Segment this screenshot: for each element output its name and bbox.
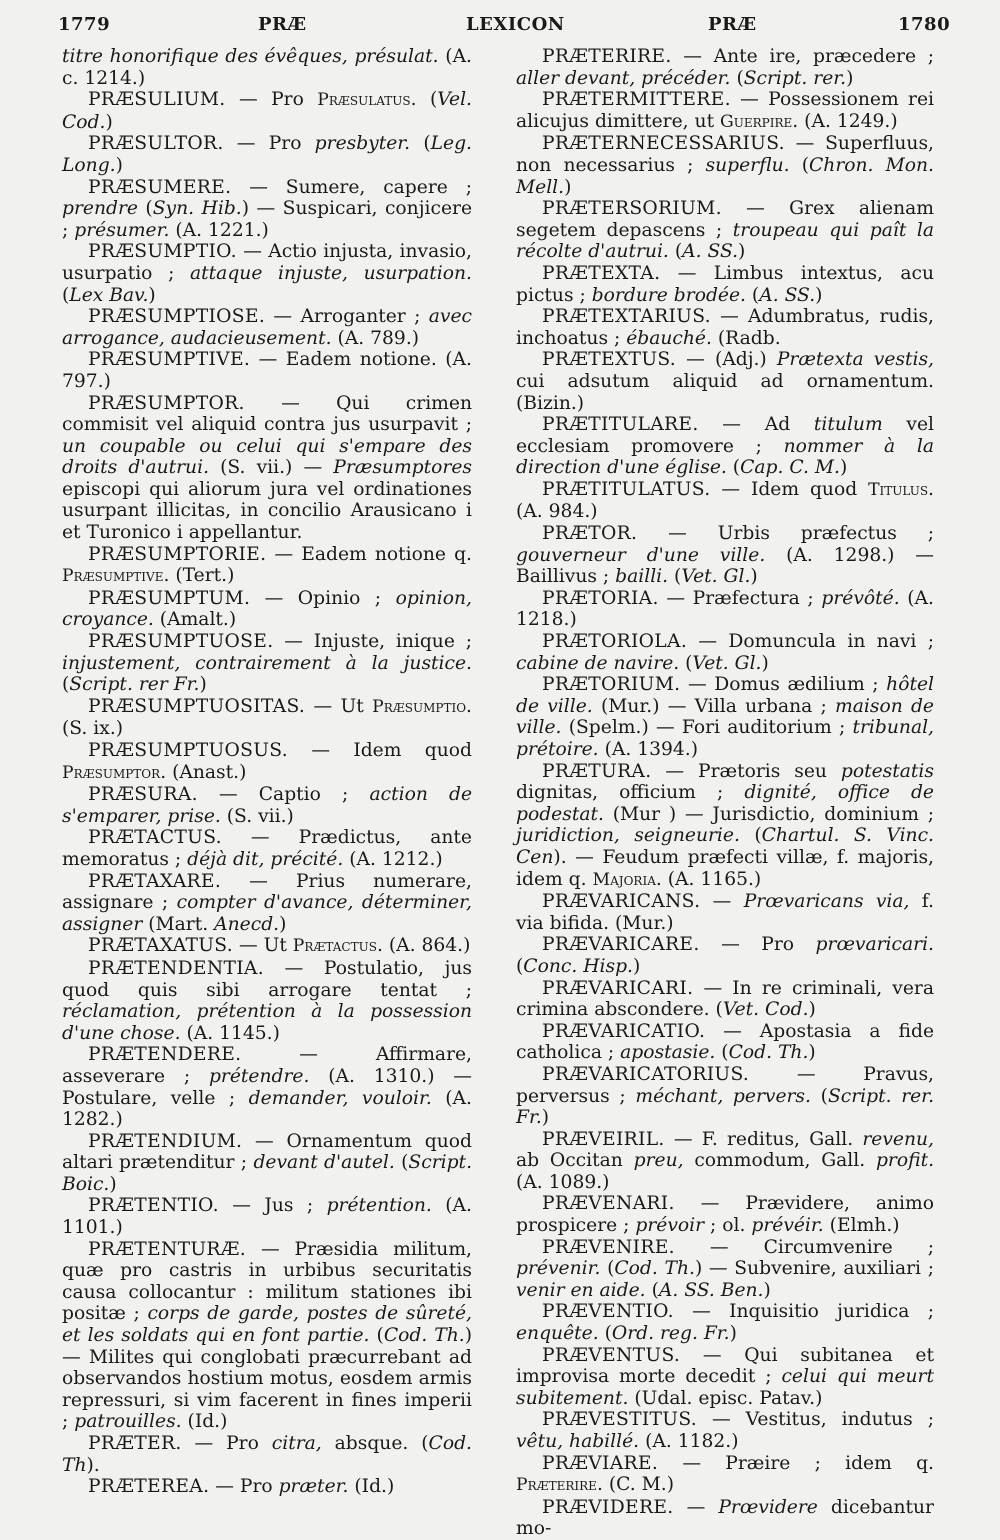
entry-headword: PRÆVIARE.: [542, 1452, 659, 1474]
entry-definition: — Qui subitanea et improvisa morte decedit ; celui qui meurt subitement. (Udal. episc. Patav.): [516, 1344, 934, 1409]
entry-definition: titre honorifique des évêques, présulat. (A. c. 1214.): [62, 46, 473, 89]
entry-definition: — Pro citra, absque. (Cod. Th).: [62, 1433, 472, 1476]
dictionary-entry: [516, 978, 934, 1021]
entry-definition: — Prætoris seu potestatis dignitas, officium ; dignité, office de podestat. (Mur ) — Jurisdictio, dominium ; juridiction, seigneurie. (Chartul. S. Vinc. Cen). — Feudum præfecti villæ, f. majoris, idem q. Majoria. (A. 1165.): [516, 760, 934, 890]
entry-definition: — Circumvenire ; prévenir. (Cod. Th.) — Subvenire, auxiliari ; venir en aide. (A. SS. Ben.): [516, 1236, 934, 1301]
entry-headword: PRÆSUMPTORIE.: [88, 543, 267, 565]
dictionary-entry: [516, 1453, 934, 1497]
entry-headword: PRÆTACTUS.: [88, 827, 222, 849]
entry-headword: PRÆTEXTUS.: [542, 349, 677, 371]
running-title: LEXICON: [466, 14, 565, 35]
dictionary-entry: [62, 1131, 472, 1196]
entry-headword: PRÆVARICATORIUS.: [542, 1063, 750, 1085]
entry-definition: — Eadem notione. (A. 797.): [62, 349, 472, 392]
entry-headword: PRÆVARICATIO.: [542, 1020, 706, 1042]
dictionary-entry: [62, 1433, 472, 1476]
dictionary-entry: [516, 479, 934, 523]
entry-definition: — Postulatio, jus quod quis sibi arrogare tentat ; réclamation, prétention à la possession d'une chose. (A. 1145.): [62, 957, 472, 1044]
entry-headword: PRÆTERIRE.: [542, 46, 672, 67]
dictionary-entry: [516, 89, 934, 133]
dictionary-entry: [62, 588, 472, 631]
entry-headword: PRÆVENARI.: [542, 1193, 675, 1215]
dictionary-entry: [62, 784, 472, 827]
dictionary-entry: [62, 544, 472, 588]
entry-definition: — Apostasia a fide catholica ; apostasie. (Cod. Th.): [516, 1020, 934, 1064]
entry-headword: PRÆTENTURÆ.: [88, 1238, 247, 1260]
page-number-left: 1779: [58, 14, 111, 35]
dictionary-entry: [62, 935, 472, 958]
entry-definition: — Sumere, capere ; prendre (Syn. Hib.) — Suspicari, conjicere ; présumer. (A. 1221.): [62, 176, 473, 241]
entry-definition: — Pravus, perversus ; méchant, pervers. (Script. rer. Fr.): [516, 1063, 935, 1129]
dictionary-entry: [516, 133, 934, 198]
entry-headword: PRÆTENDERE.: [88, 1044, 242, 1066]
dictionary-entry: [62, 1044, 472, 1130]
dictionary-entry: [62, 393, 472, 544]
running-head-right: PRÆ: [708, 14, 757, 35]
entry-headword: PRÆSUMERE.: [88, 176, 232, 198]
entry-headword: PRÆVARICARE.: [542, 934, 700, 956]
entry-headword: PRÆTENDIUM.: [88, 1130, 243, 1152]
entry-headword: PRÆVENIRE.: [542, 1236, 675, 1258]
dictionary-entry: [516, 631, 934, 674]
entry-headword: PRÆTITULARE.: [542, 414, 699, 436]
dictionary-entry: [516, 891, 934, 934]
dictionary-entry: [62, 958, 472, 1044]
dictionary-entry: [62, 46, 472, 89]
dictionary-entry: [516, 1409, 934, 1452]
entry-definition: — Opinio ; opinion, croyance. (Amalt.): [62, 587, 472, 631]
dictionary-entry: [516, 1345, 934, 1410]
entry-headword: PRÆSUMPTUOSITAS.: [88, 695, 306, 717]
dictionary-entry: [62, 1195, 472, 1238]
entry-definition: — Captio ; action de s'emparer, prise. (S. vii.): [62, 784, 473, 827]
entry-definition: — Præsidia militum, quæ pro castris in urbibus securitatis causa collocantur : militum stationes ibi positæ ; corps de garde, postes de sûreté, et les soldats qui en font partie. (Cod. Th.) — Milites qui conglobati præcurrebant ad observandos hostium motus, eosdem armis repressuri, si vim facerent in fines imperii ; patrouilles. (Id.): [62, 1238, 472, 1433]
right-column: [516, 46, 934, 1540]
entry-definition: — Domus ædilium ; hôtel de ville. (Mur.) — Villa urbana ; maison de ville. (Spelm.) — Fori auditorium ; tribunal, prétoire. (A. 1394.): [516, 674, 934, 760]
dictionary-entry: [516, 761, 934, 892]
entry-definition: — In re criminali, vera crimina abscondere. (Vet. Cod.): [516, 977, 934, 1021]
entry-definition: — Ut Prætactus. (A. 864.): [233, 935, 471, 957]
dictionary-entry: [62, 177, 472, 242]
dictionary-entry: [516, 46, 934, 89]
dictionary-entry: [516, 306, 934, 349]
entry-definition: — Ornamentum quod altari prætenditur ; devant d'autel. (Script. Boic.): [62, 1130, 473, 1195]
entry-headword: PRÆSUMPTIO.: [88, 241, 237, 263]
entry-definition: — Possessionem rei alicujus dimittere, ut Guerpire. (A. 1249.): [516, 89, 934, 132]
dictionary-entry: [62, 740, 472, 784]
entry-definition: — Jus ; prétention. (A. 1101.): [62, 1195, 472, 1239]
entry-definition: — Ad titulum vel ecclesiam promovere ; nommer à la direction d'une église. (Cap. C. M.): [516, 414, 934, 479]
entry-headword: PRÆTORIUM.: [542, 674, 681, 696]
entry-headword: PRÆTITULATUS.: [542, 478, 711, 500]
entry-headword: PRÆTENTIO.: [88, 1195, 219, 1217]
dictionary-entry: [62, 1239, 472, 1433]
entry-definition: — Actio injusta, invasio, usurpatio ; attaque injuste, usurpation. (Lex Bav.): [62, 241, 472, 306]
dictionary-entry: [516, 588, 934, 631]
entry-definition: — Eadem notione q. Præsumptive. (Tert.): [62, 543, 472, 587]
dictionary-entry: [62, 1476, 472, 1498]
dictionary-entry: [516, 198, 934, 263]
entry-headword: PRÆTERSORIUM.: [542, 198, 722, 220]
entry-headword: PRÆTEXTARIUS.: [542, 306, 711, 328]
entry-headword: PRÆSURA.: [88, 784, 198, 806]
entry-headword: PRÆVARICANS.: [542, 891, 701, 913]
entry-definition: — Ut Præsumptio. (S. ix.): [62, 695, 472, 740]
entry-headword: PRÆTAXATUS.: [88, 935, 233, 957]
dictionary-entry: [62, 306, 472, 349]
entry-definition: — Ante ire, præcedere ; aller devant, précéder. (Script. rer.): [516, 46, 934, 89]
entry-definition: — Superfluus, non necessarius ; superflu. (Chron. Mon. Mell.): [516, 133, 934, 198]
entry-headword: PRÆVEIRIL.: [542, 1128, 665, 1150]
entry-definition: — Præfectura ; prévôté. (A. 1218.): [516, 587, 934, 631]
entry-headword: PRÆSULTOR.: [88, 133, 224, 155]
entry-definition: — Prœvidere dicebantur mo-: [516, 1496, 934, 1540]
dictionary-entry: [516, 1064, 934, 1129]
entry-definition: — Pro præter. (Id.): [209, 1476, 395, 1498]
entry-definition: — Prævidere, animo prospicere ; prévoir ; ol. prévéir. (Elmh.): [516, 1193, 934, 1237]
entry-headword: PRÆSUMPTOR.: [88, 392, 245, 414]
dictionary-entry: [62, 827, 472, 870]
entry-definition: — Inquisitio juridica ; enquête. (Ord. reg. Fr.): [516, 1301, 934, 1345]
entry-headword: PRÆVENTUS.: [542, 1344, 681, 1366]
left-column: [62, 46, 472, 1498]
entry-definition: — Injuste, inique ; injustement, contrairement à la justice. (Script. rer Fr.): [62, 631, 472, 696]
entry-headword: PRÆSUMPTIVE.: [88, 349, 251, 371]
dictionary-entry: [516, 1021, 934, 1064]
entry-headword: PRÆSUMPTUOSUS.: [88, 740, 288, 761]
entry-definition: — Qui crimen commisit vel aliquid contra jus usurpavit ; un coupable ou celui qui s'empare des droits d'autrui. (S. vii.) — Præsumptores episcopi qui aliorum jura vel ordinationes usurpant illicitas, in concilio Arausicano i et Turonico i appellantur.: [62, 392, 472, 544]
entry-headword: PRÆVENTIO.: [542, 1301, 674, 1323]
page-number-right: 1780: [898, 14, 951, 35]
dictionary-entry: [62, 631, 472, 696]
entry-headword: PRÆTORIOLA.: [542, 631, 688, 653]
entry-headword: PRÆTER.: [88, 1433, 182, 1454]
dictionary-entry: [62, 89, 472, 133]
entry-definition: — Domuncula in navi ; cabine de navire. (Vet. Gl.): [516, 631, 934, 674]
entry-definition: — Idem quod Titulus. (A. 984.): [516, 478, 934, 523]
entry-definition: — Pro Præsulatus. (Vel. Cod.): [62, 89, 472, 133]
entry-definition: — Arroganter ; avec arrogance, audacieusement. (A. 789.): [62, 306, 472, 349]
entry-headword: PRÆTOR.: [542, 523, 638, 545]
dictionary-entry: [516, 1301, 934, 1344]
entry-definition: — Pro prœvaricari. (Conc. Hisp.): [516, 934, 934, 977]
entry-definition: — Prœvaricans via, f. via bifida. (Mur.): [516, 891, 934, 934]
entry-headword: PRÆVESTITUS.: [542, 1409, 698, 1431]
dictionary-entry: [516, 934, 934, 977]
dictionary-entry: [516, 1129, 934, 1194]
dictionary-entry: [62, 349, 472, 392]
entry-headword: PRÆSUMPTUOSE.: [88, 631, 274, 653]
entry-headword: PRÆTORIA.: [542, 587, 659, 609]
entry-definition: — Grex alienam segetem depascens ; troupeau qui paît la récolte d'autrui. (A. SS.): [516, 198, 934, 263]
dictionary-entry: [516, 523, 934, 588]
dictionary-entry: [516, 414, 934, 479]
entry-definition: — Pro presbyter. (Leg. Long.): [62, 133, 472, 176]
dictionary-entry: [516, 1497, 934, 1540]
entry-headword: PRÆSULIUM.: [88, 89, 226, 111]
running-head-left: PRÆ: [258, 14, 307, 35]
entry-headword: PRÆTERNECESSARIUS.: [542, 133, 785, 155]
entry-headword: PRÆTEREA.: [88, 1476, 210, 1498]
entry-definition: — Præire ; idem q. Præterire. (C. M.): [516, 1452, 934, 1496]
entry-headword: PRÆVARICARI.: [542, 977, 694, 999]
entry-headword: PRÆTEXTA.: [542, 262, 661, 284]
entry-headword: PRÆTENDENTIA.: [88, 957, 264, 979]
entry-headword: PRÆSUMPTIOSE.: [88, 306, 266, 328]
entry-definition: — Urbis præfectus ; gouverneur d'une ville. (A. 1298.) — Baillivus ; bailli. (Vet. Gl.): [516, 523, 934, 588]
dictionary-entry: [62, 241, 472, 306]
entry-definition: — Affirmare, asseverare ; prétendre. (A. 1310.) — Postulare, velle ; demander, vouloir. (A. 1282.): [62, 1044, 472, 1131]
dictionary-entry: [62, 696, 472, 740]
dictionary-entry: [62, 871, 472, 936]
dictionary-entry: [516, 674, 934, 760]
entry-definition: — Idem quod Præsumptor. (Anast.): [62, 740, 472, 783]
entry-definition: — Adumbratus, rudis, inchoatus ; ébauché. (Radb.: [516, 306, 934, 349]
dictionary-entry: [516, 1193, 934, 1236]
entry-definition: — Prius numerare, assignare ; compter d'avance, déterminer, assigner (Mart. Anecd.): [62, 870, 472, 935]
entry-definition: — Limbus intextus, acu pictus ; bordure brodée. (A. SS.): [516, 262, 934, 306]
dictionary-entry: [62, 133, 472, 176]
entry-definition: — Prædictus, ante memoratus ; déjà dit, précité. (A. 1212.): [62, 827, 472, 870]
entry-headword: PRÆTURA.: [542, 760, 652, 782]
entry-definition: — F. reditus, Gall. revenu, ab Occitan preu, commodum, Gall. profit. (A. 1089.): [516, 1128, 935, 1193]
entry-headword: PRÆTAXARE.: [88, 870, 222, 892]
entry-headword: PRÆVIDERE.: [542, 1496, 674, 1518]
dictionary-entry: [516, 349, 934, 414]
entry-headword: PRÆSUMPTUM.: [88, 587, 251, 609]
dictionary-entry: [516, 263, 934, 306]
entry-definition: — Vestitus, indutus ; vêtu, habillé. (A. 1182.): [516, 1409, 934, 1452]
dictionary-entry: [516, 1237, 934, 1302]
entry-definition: — (Adj.) Prætexta vestis, cui adsutum aliquid ad ornamentum. (Bizin.): [516, 349, 934, 414]
entry-headword: PRÆTERMITTERE.: [542, 89, 731, 111]
